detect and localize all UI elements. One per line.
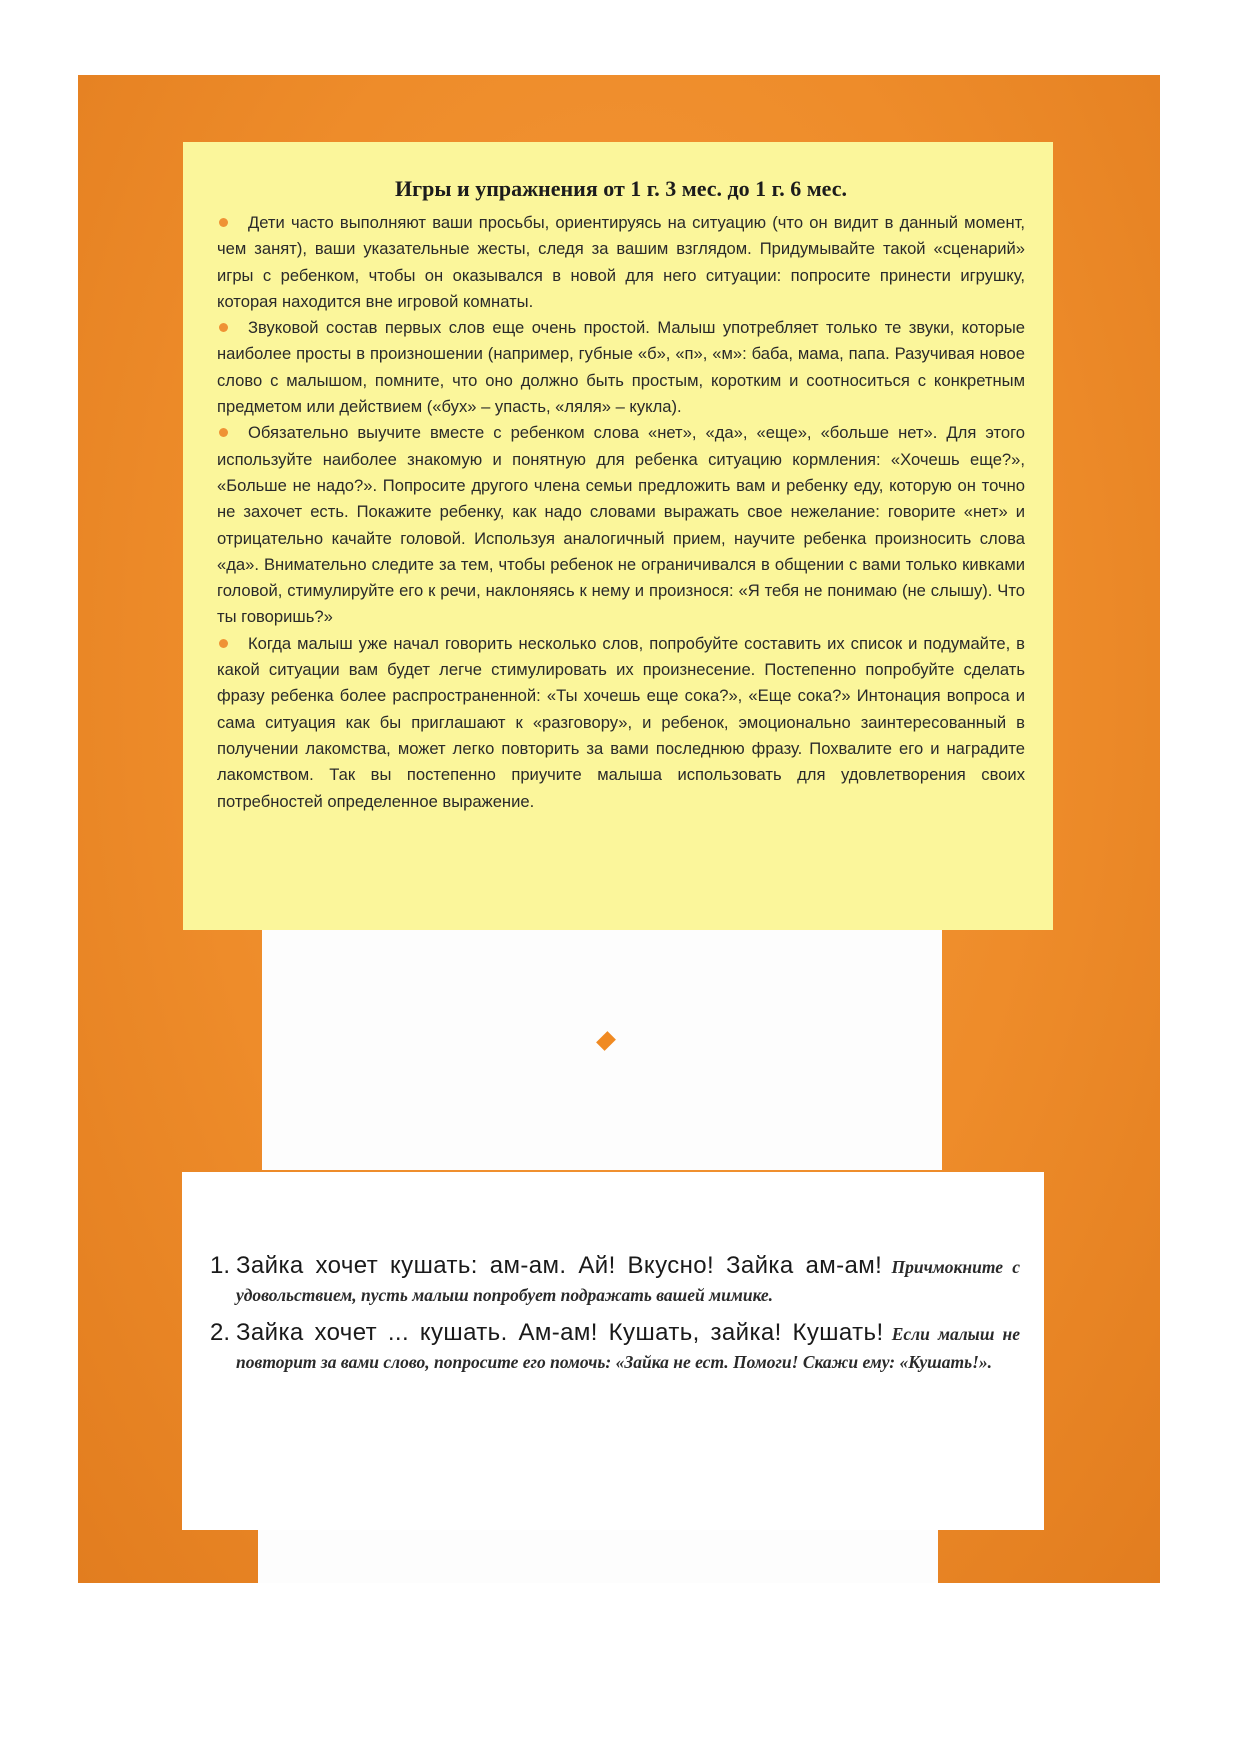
tip-paragraph-2 bbox=[217, 315, 1025, 420]
tip-paragraph-1 bbox=[217, 210, 1025, 315]
tip-paragraph-4 bbox=[217, 631, 1025, 815]
exercise-body bbox=[236, 1317, 1020, 1376]
exercise-number: 1. bbox=[210, 1252, 231, 1279]
exercise-text: Зайка хочет ... кушать. Ам-ам! Кушать, зайка! Кушать! bbox=[236, 1319, 884, 1346]
exercise-note: Причмокните с удовольствием, пусть малыш попробует подражать вашей мимике. bbox=[236, 1257, 1020, 1305]
tip-paragraph-3 bbox=[217, 420, 1025, 630]
bullet-icon bbox=[219, 218, 228, 227]
illustration-area-bottom bbox=[258, 1530, 938, 1583]
exercise-item bbox=[210, 1250, 1020, 1309]
exercises-panel bbox=[182, 1172, 1044, 1530]
tip-text-3: Обязательно выучите вместе с ребенком слова «нет», «да», «еще», «больше нет». Для этого используйте наиболее знакомую и понятную для ребенка ситуацию кормления: «Хочешь еще?», «Больше не надо?». Попросите другого члена семьи предложить вам и ребенку еду, которую он точно не захочет есть. Покажите ребенку, как надо словами выражать свое нежелание: говорите «нет» и отрицательно качайте головой. Используя аналогичный прием, научите ребенка произносить слова «да». Внимательно следите за тем, чтобы ребенок не ограничивался в общении с вами только кивками головой, стимулируйте его к речи, наклоняясь к нему и произнося: «Я тебя не понимаю (не слышу). Что ты говоришь?» bbox=[217, 423, 1025, 627]
exercise-body bbox=[236, 1250, 1020, 1309]
tip-text-2: Звуковой состав первых слов еще очень простой. Малыш употребляет только те звуки, которые наиболее просты в произношении (например, губные «б», «п», «м»: баба, мама, папа. Разучивая новое слово с малышом, помните, что оно должно быть простым, коротким и соотноситься с конкретным предметом или действием («бух» – упасть, «ляля» – кукла). bbox=[217, 318, 1025, 417]
exercise-note: Если малыш не повторит за вами слово, попросите его помочь: «Зайка не ест. Помоги! Скажи ему: «Кушать!». bbox=[236, 1324, 1020, 1372]
tip-text-1: Дети часто выполняют ваши просьбы, ориентируясь на ситуацию (что он видит в данный момент, чем занят), ваши указательные жесты, следя за вашим взглядом. Придумывайте такой «сценарий» игры с ребенком, чтобы он оказывался в новой для него ситуации: попросите принести игрушку, которая находится вне игровой комнаты. bbox=[217, 213, 1025, 311]
section-title: Игры и упражнения от 1 г. 3 мес. до 1 г. 6 мес. bbox=[395, 176, 847, 201]
exercise-item bbox=[210, 1317, 1020, 1376]
illustration-area bbox=[262, 930, 942, 1170]
bullet-icon bbox=[219, 428, 228, 437]
bullet-icon bbox=[219, 639, 228, 648]
tips-panel bbox=[183, 142, 1053, 930]
exercise-number: 2. bbox=[210, 1319, 231, 1346]
bullet-icon bbox=[219, 323, 228, 332]
exercise-text: Зайка хочет кушать: ам-ам. Ай! Вкусно! Зайка ам-ам! bbox=[236, 1252, 883, 1279]
tip-text-4: Когда малыш уже начал говорить несколько слов, попробуйте составить их список и подумайте, в какой ситуации вам будет легче стимулировать их произнесение. Постепенно попробуйте сделать фразу ребенка более распространенной: «Ты хочешь еще сока?», «Еще сока?» Интонация вопроса и сама ситуация как бы приглашают к «разговору», и ребенок, эмоционально заинтересованный в получении лакомства, может легко повторить за вами последнюю фразу. Похвалите его и наградите лакомством. Так вы постепенно приучите малыша использовать для удовлетворения своих потребностей определенное выражение. bbox=[217, 633, 1025, 811]
